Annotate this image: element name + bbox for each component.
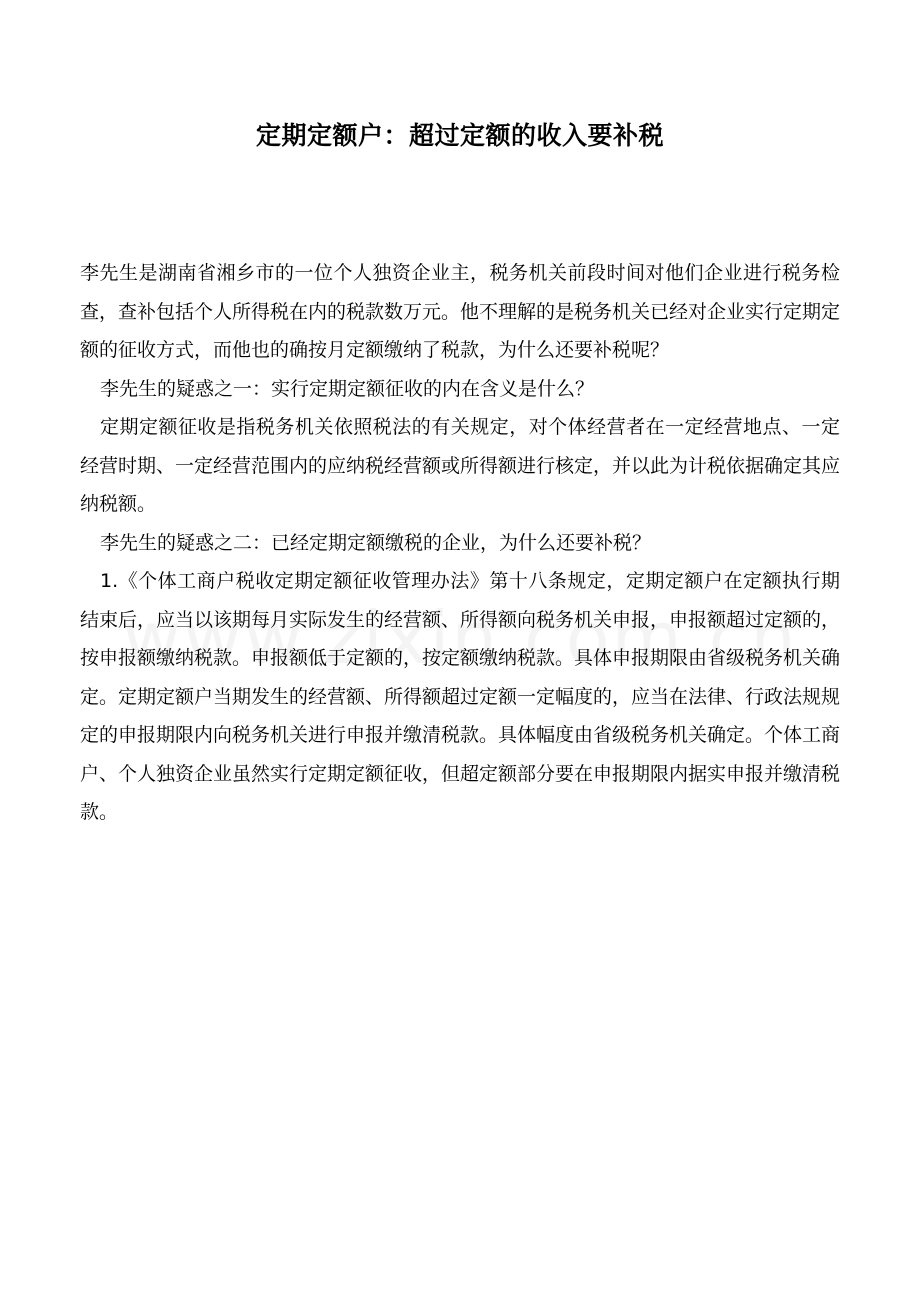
- paragraph-intro: 李先生是湖南省湘乡市的一位个人独资企业主，税务机关前段时间对他们企业进行税务检查，查补包括个人所得税在内的税款数万元。他不理解的是税务机关已经对企业实行定期定额的征收方式，而他也的确按月定额缴纳了税款，为什么还要补税呢？: [80, 262, 841, 361]
- paragraph-question-one: 李先生的疑惑之一：实行定期定额征收的内在含义是什么？: [100, 377, 595, 400]
- paragraph-question-two: 李先生的疑惑之二：已经定期定额缴税的企业，为什么还要补税？: [100, 531, 652, 554]
- document-title: 定期定额户：超过定额的收入要补税: [255, 121, 664, 150]
- paragraph-answer-one: 定期定额征收是指税务机关依照税法的有关规定，对个体经营者在一定经营地点、一定经营时期、一定经营范围内的应纳税经营额或所得额进行核定，并以此为计税依据确定其应纳税额。: [80, 416, 841, 515]
- document-body: [80, 254, 840, 832]
- paragraph-answer-two: 1.《个体工商户税收定期定额征收管理办法》第十八条规定，定期定额户在定额执行期结束后，应当以该期每月实际发生的经营额、所得额向税务机关申报，申报额超过定额的，按申报额缴纳税款。申报额低于定额的，按定额缴纳税款。具体申报期限由省级税务机关确定。定期定额户当期发生的经营额、所得额超过定额一定幅度的，应当在法律、行政法规规定的申报期限内向税务机关进行申报并缴清税款。具体幅度由省级税务机关确定。个体工商户、个人独资企业虽然实行定期定额征收，但超定额部分要在申报期限内据实申报并缴清税款。: [80, 570, 841, 823]
